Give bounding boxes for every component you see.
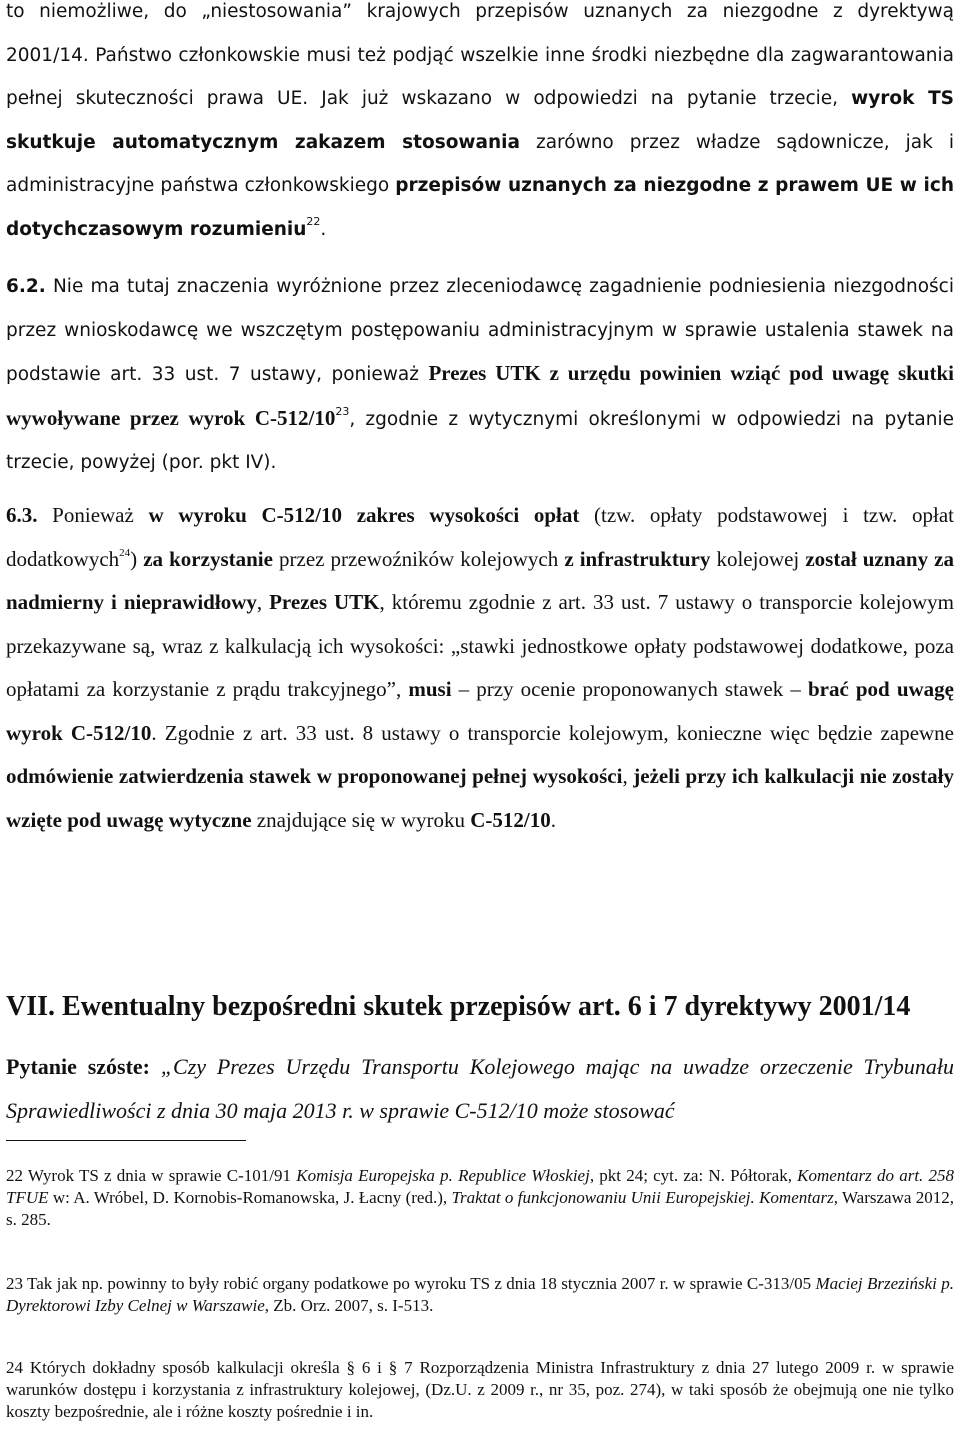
question-paragraph xyxy=(6,1045,954,1133)
paragraph-continuation xyxy=(6,0,954,251)
text-run: Jak już wskazano w odpowiedzi na pytanie trzecie, xyxy=(308,88,852,109)
text-run: zarówno przez władze sądownicze, jak i administracyjne państwa członkowskiego xyxy=(6,131,954,196)
footnote-22 xyxy=(6,1165,954,1231)
text-run: 22 Wyrok TS z dnia w sprawie C-101/91 xyxy=(6,1166,297,1185)
text-run: – przy ocenie proponowanych stawek – xyxy=(451,677,808,701)
bold-run: brać pod uwagę wyrok C-512/10 xyxy=(6,677,954,745)
text-run: Ponieważ xyxy=(37,503,149,527)
footnote-23 xyxy=(6,1273,954,1317)
footnote-separator xyxy=(6,1140,246,1141)
text-run: , pkt 24; cyt. za: N. Półtorak, xyxy=(589,1166,798,1185)
footnote-24 xyxy=(6,1357,954,1423)
text-run: 23 Tak jak np. powinny to były robić organy podatkowe po wyroku TS z dnia 18 stycznia 2007 r. w sprawie C-313/05 xyxy=(6,1274,816,1293)
bold-run: C-512/10 xyxy=(470,807,551,832)
bold-run: został uznany za nadmierny i nieprawidłowy xyxy=(6,546,954,614)
text-run: Nie ma tutaj znaczenia wyróżnione przez zleceniodawcę zagadnienie podniesienia niezgodności przez wnioskodawcę we wszczętym postępowaniu administracyjnym w sprawie ustalenia stawek na podstawie art. 33 ust. 7 ustawy, ponieważ xyxy=(6,276,954,385)
bold-run: w wyroku C-512/10 zakres wysokości opłat xyxy=(148,503,580,527)
text-run: to niemożliwe, do „niestosowania” krajowych przepisów uznanych za niezgodne z dyrektywą 2001/14. Państwo członkowskie musi też podjąć wszelkie inne środki niezbędne dla zagwarantowania pełnej skuteczności prawa UE. xyxy=(6,1,954,109)
footnote-ref-22: 22 xyxy=(306,215,321,229)
question-text: „Czy Prezes Urzędu Transportu Kolejowego mając na uwadze orzeczenie Trybunału Sprawiedliwości z dnia 30 maja 2013 r. w sprawie C-512/10 może stosować xyxy=(6,1054,954,1123)
text-run: , zgodnie z wytycznymi określonymi w odpowiedzi na pytanie trzecie, powyżej (por. pkt IV). xyxy=(6,408,955,473)
italic-run: Komisja Europejska p. Republice Włoskiej xyxy=(296,1166,590,1185)
footnote-ref-23: 23 xyxy=(335,405,350,419)
paragraph-6-2 xyxy=(6,265,954,485)
question-label: Pytanie szóste: xyxy=(6,1054,150,1079)
bold-run: za korzystanie xyxy=(143,546,273,571)
section-heading: VII. Ewentualny bezpośredni skutek przepisów art. 6 i 7 dyrektywy 2001/14 xyxy=(6,991,911,1022)
paragraph-6-3 xyxy=(6,494,954,842)
bold-run: Prezes UTK xyxy=(269,590,380,614)
paragraph-number: 6.2. xyxy=(6,276,46,297)
footnote-ref-24: 24 xyxy=(119,546,131,559)
text-run: przez przewoźników kolejowych xyxy=(272,546,565,571)
text-run: , Zb. Orz. 2007, s. I-513. xyxy=(264,1296,434,1315)
text-run: ) xyxy=(130,546,144,571)
bold-run: przepisów uznanych za niezgodne z prawem UE w ich dotychczasowym rozumieniu xyxy=(6,175,954,240)
text-run: kolejowej xyxy=(710,546,806,571)
bold-run: wyrok TS skutkuje automatycznym zakazem stosowania xyxy=(6,88,955,153)
text-run: (tzw. opłaty podstawowej i tzw. opłat dodatkowych xyxy=(6,503,954,571)
italic-run: Maciej Brzeziński p. Dyrektorowi Izby Celnej w Warszawie xyxy=(6,1274,954,1315)
bold-run: odmówienie zatwierdzenia stawek w proponowanej pełnej wysokości xyxy=(6,764,623,788)
text-run: w: A. Wróbel, D. Kornobis-Romanowska, J. Łacny (red.), xyxy=(48,1188,452,1207)
text-run: . xyxy=(550,807,556,832)
bold-run: Prezes UTK z urzędu powinien wziąć pod uwagę skutki wywoływane przez wyrok C-512/10 xyxy=(6,361,954,430)
text-run: znajdujące się w wyroku xyxy=(251,807,471,832)
bold-run: jeżeli przy ich kalkulacji nie zostały wzięte pod uwagę wytyczne xyxy=(6,764,954,832)
italic-run: Traktat o funkcjonowaniu Unii Europejskiej. Komentarz xyxy=(451,1188,834,1207)
text-run: , xyxy=(622,764,634,788)
text-run: , xyxy=(256,590,270,614)
text-run: . Zgodnie z art. 33 ust. 8 ustawy o transporcie kolejowym, konieczne więc będzie zapewne xyxy=(151,720,954,745)
text-run: . xyxy=(320,218,327,240)
text-run: 24 Których dokładny sposób kalkulacji określa § 6 i § 7 Rozporządzenia Ministra Infrastruktury z dnia 27 lutego 2009 r. w sprawie warunków dostępu i korzystania z infrastruktury kolejowej, (Dz.U. z 2009 r., nr 35, poz. 274), w taki sposób że obejmują one nie tylko koszty bezpośrednie, ale i różne koszty pośrednie i in. xyxy=(6,1358,954,1421)
text-run: , któremu zgodnie z art. 33 ust. 7 ustawy o transporcie kolejowym przekazywane są, wraz z kalkulacją ich wysokości: „stawki jednostkowe opłaty podstawowej dodatkowe, poza opłatami za korzystanie z prądu trakcyjnego”, xyxy=(6,590,954,701)
bold-run: z infrastruktury xyxy=(564,546,711,571)
text-run: , Warszawa 2012, s. 285. xyxy=(6,1188,954,1229)
paragraph-number: 6.3. xyxy=(6,503,38,527)
bold-run: musi xyxy=(408,677,452,701)
italic-run: Komentarz do art. 258 TFUE xyxy=(6,1166,954,1207)
